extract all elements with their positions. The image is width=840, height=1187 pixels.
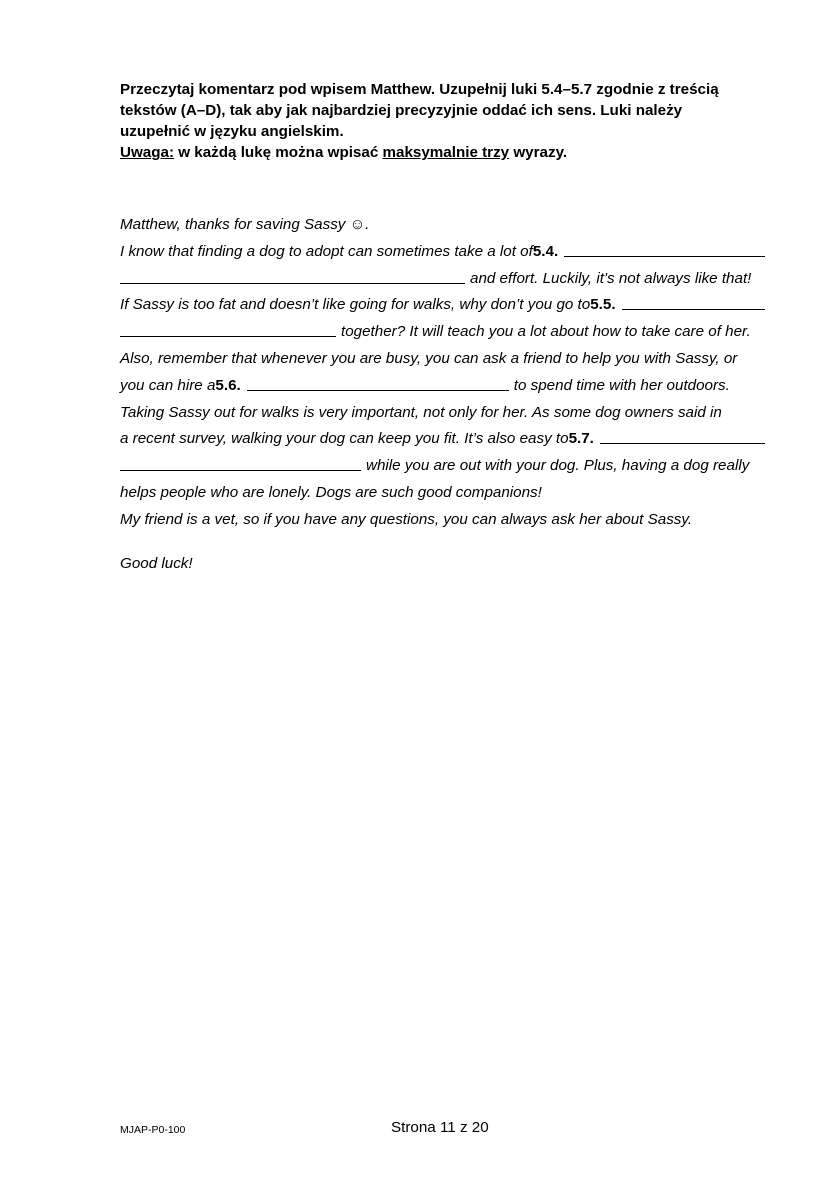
letter-closing-line: [120, 551, 765, 578]
letter-line-2: [120, 239, 765, 266]
note-text-b: wyrazy.: [509, 144, 568, 161]
note-label: Uwaga:: [120, 144, 175, 161]
text-l9: a recent survey, walking your dog can keep you fit. It’s also easy to: [120, 430, 569, 448]
exam-code: MJAP-P0-100: [120, 1124, 186, 1136]
letter-line-11: [120, 480, 765, 507]
gap-5-5-blank-a[interactable]: [622, 295, 765, 310]
gap-5-4-blank-b[interactable]: [120, 269, 465, 284]
text-l12: My friend is a vet, so if you have any questions, you can always ask her about Sassy.: [120, 510, 693, 528]
gap-5-4-blank-a[interactable]: [564, 242, 765, 257]
letter-line-5: [120, 319, 765, 346]
instruction-line-1: Przeczytaj komentarz pod wpisem Matthew. Uzupełnij luki 5.4–5.7 zgodnie z treścią: [120, 81, 719, 98]
note-emphasis: maksymalnie trzy: [382, 144, 510, 161]
comment-text: [120, 212, 765, 577]
instruction-note: [120, 142, 760, 163]
instruction-line-2: tekstów (A–D), tak aby jak najbardziej precyzyjnie oddać ich sens. Luki należy: [120, 102, 683, 119]
text-l6: Also, remember that whenever you are busy, you can ask a friend to help you with Sassy, or: [120, 349, 738, 367]
text-l7a: you can hire a: [120, 376, 216, 394]
gap-number-5-5: 5.5.: [590, 296, 616, 314]
letter-line-9: [120, 426, 765, 453]
text-l8: Taking Sassy out for walks is very important, not only for her. As some dog owners said in: [120, 403, 722, 421]
gap-number-5-4: 5.4.: [532, 242, 559, 260]
text-l4: If Sassy is too fat and doesn’t like going for walks, why don’t you go to: [120, 296, 591, 314]
gap-5-5-blank-b[interactable]: [120, 322, 336, 337]
gap-number-5-6: 5.6.: [215, 376, 241, 394]
paragraph-spacer: [120, 534, 765, 551]
text-l5: together? It will teach you a lot about how to take care of her.: [341, 323, 751, 341]
page-number: Strona 11 z 20: [391, 1119, 489, 1136]
note-text-a: w każdą lukę można wpisać: [174, 144, 383, 161]
letter-line-8: [120, 400, 765, 427]
text-l7b: to spend time with her outdoors.: [513, 376, 730, 394]
text-l2: I know that finding a dog to adopt can sometimes take a lot of: [120, 242, 533, 260]
gap-5-6-blank[interactable]: [247, 376, 509, 391]
letter-line-4: [120, 292, 765, 319]
letter-line-1: [120, 212, 765, 239]
text-l11: helps people who are lonely. Dogs are such good companions!: [120, 483, 542, 501]
gap-number-5-7: 5.7.: [568, 430, 594, 448]
letter-line-3: [120, 266, 765, 293]
instruction-line-3: uzupełnić w języku angielskim.: [120, 123, 344, 140]
greeting: Matthew, thanks for saving Sassy ☺.: [120, 216, 370, 233]
letter-line-12: [120, 507, 765, 534]
text-l3: and effort. Luckily, it’s not always like that!: [470, 269, 752, 287]
letter-line-10: [120, 453, 765, 480]
task-instructions: [120, 79, 760, 163]
gap-5-7-blank-b[interactable]: [120, 456, 361, 471]
gap-5-7-blank-a[interactable]: [600, 429, 765, 444]
text-l10: while you are out with your dog. Plus, having a dog really: [366, 457, 750, 475]
letter-line-6: [120, 346, 765, 373]
letter-line-7: [120, 373, 765, 400]
closing: Good luck!: [120, 554, 193, 572]
